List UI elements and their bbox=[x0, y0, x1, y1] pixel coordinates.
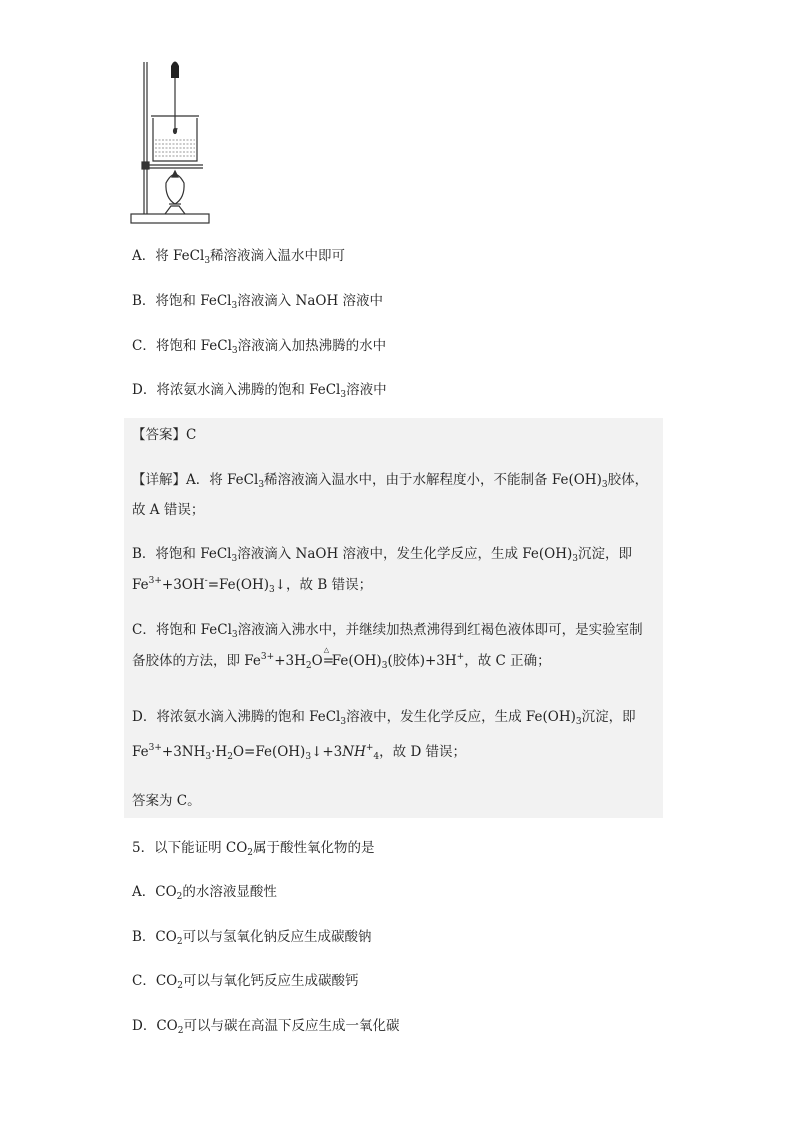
answer-label: 【答案】C bbox=[132, 427, 197, 443]
q5-option-c: C．$CO_2$可以与氧化钙反应生成碳酸钙 bbox=[132, 973, 359, 991]
answer-conclusion: 答案为 C。 bbox=[132, 793, 201, 809]
q5-option-d: D．$CO_2$可以与碳在高温下反应生成一氧化碳 bbox=[132, 1018, 400, 1036]
drop bbox=[174, 129, 177, 134]
stand-base bbox=[131, 214, 209, 223]
detail-c-line2: 备胶体的方法，即 $Fe^{3+}+3H_2O$ △ $=Fe(OH)_3$(胶体)+3H+，故 C 正确； bbox=[132, 646, 551, 671]
detail-b-line1: B．将饱和 FeCl$_3$溶液滴入 NaOH 溶液中，发生化学反应，生成 $Fe(OH)_3$沉淀，即 bbox=[132, 546, 633, 564]
lab-apparatus-illustration bbox=[125, 58, 215, 230]
answer-section bbox=[124, 418, 663, 818]
detail-a-line2: 故 A 错误； bbox=[132, 502, 205, 518]
detail-c-line1: C．将饱和 FeCl$_3$溶液滴入沸水中，并继续加热煮沸得到红褐色液体即可，是实验室制 bbox=[132, 622, 643, 640]
option-b: B．将饱和 FeCl$_3$溶液滴入 NaOH 溶液中 bbox=[132, 293, 384, 311]
question-5-stem: 5．以下能证明 $CO_2$属于酸性氧化物的是 bbox=[132, 840, 375, 858]
option-a: A．将 FeCl$_3$稀溶液滴入温水中即可 bbox=[132, 248, 346, 266]
detail-a-line1: 【详解】A．将 FeCl$_3$稀溶液滴入温水中，由于水解程度小，不能制备 $Fe(OH)_3$胶体， bbox=[132, 472, 649, 490]
detail-b-line2: $Fe^{3+}+3OH^-=Fe(OH)_3↓$，故 B 错误； bbox=[132, 576, 373, 595]
detail-d-line1: D．将浓氨水滴入沸腾的饱和 FeCl$_3$溶液中，发生化学反应，生成 $Fe(OH)_3$沉淀，即 bbox=[132, 709, 636, 727]
option-c: C．将饱和 FeCl$_3$溶液滴入加热沸腾的水中 bbox=[132, 338, 387, 356]
heat-equals-sign: △ = bbox=[322, 646, 335, 669]
q5-option-b: B．$CO_2$可以与氢氧化钠反应生成碳酸钠 bbox=[132, 929, 372, 947]
q5-option-a: A．$CO_2$的水溶液显酸性 bbox=[132, 884, 277, 902]
detail-d-line2: $Fe^{3+}+3NH_3\cdot H_2O=Fe(OH)_3↓+3NH^+_4$，故 D 错误； bbox=[132, 743, 467, 762]
alcohol-lamp bbox=[166, 175, 184, 205]
clamp bbox=[142, 162, 149, 169]
dropper-bulb bbox=[171, 62, 179, 79]
option-d: D．将浓氨水滴入沸腾的饱和 FeCl$_3$溶液中 bbox=[132, 382, 387, 400]
liquid bbox=[155, 140, 195, 156]
